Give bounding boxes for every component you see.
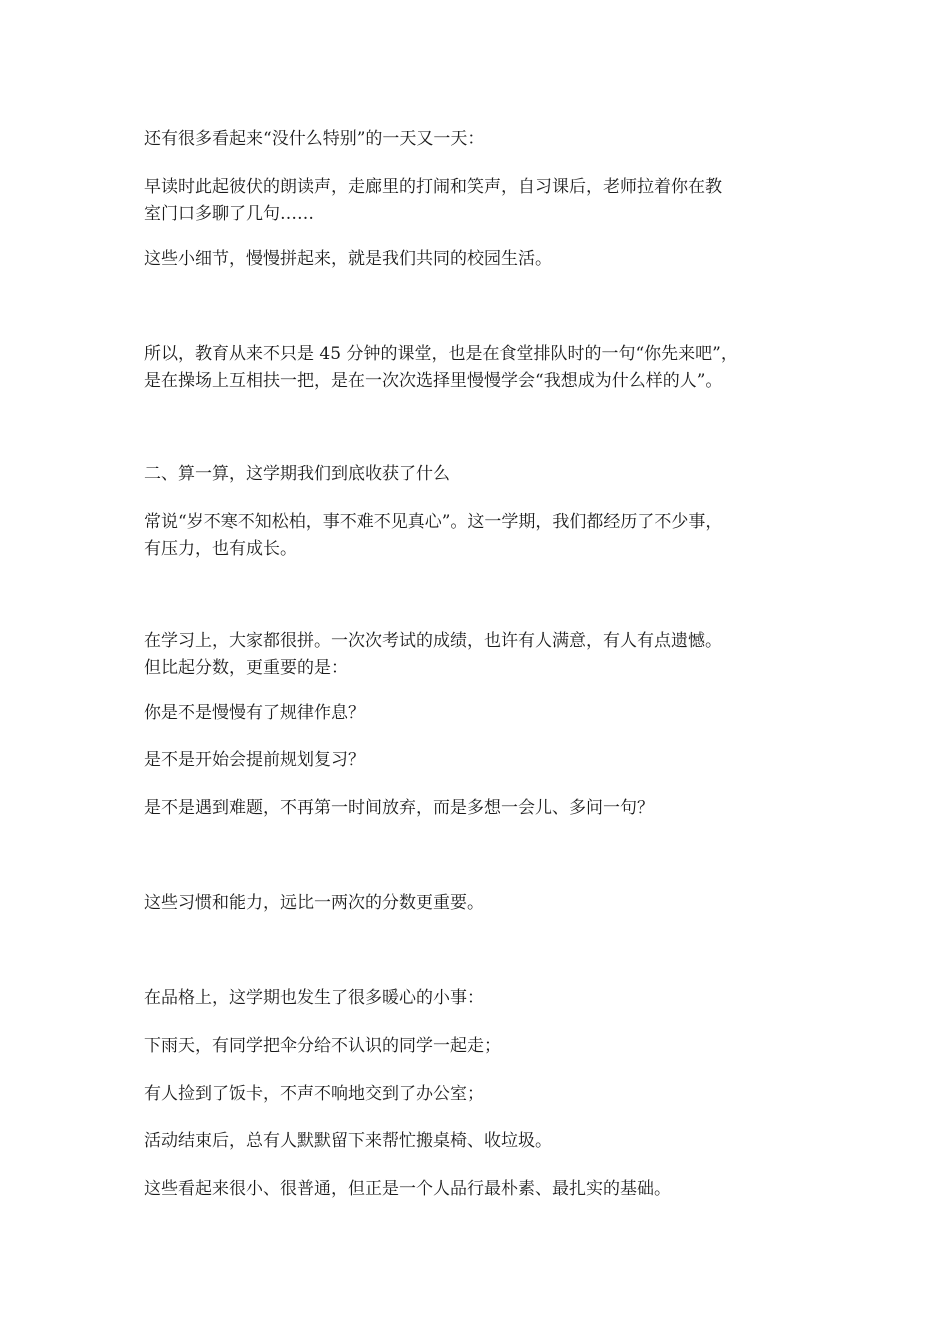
paragraph-small-details: 这些小细节，慢慢拼起来，就是我们共同的校园生活。 (144, 249, 552, 269)
paragraph-character: 在品格上，这学期也发生了很多暖心的小事： (144, 988, 484, 1008)
paragraph-morning-reading: 早读时此起彼伏的朗读声，走廊里的打闹和笑声，自习课后，老师拉着你在教 室门口多聊了几句…… (144, 177, 722, 224)
paragraph-saying: 常说“岁不寒不知松柏，事不难不见真心”。这一学期，我们都经历了不少事， 有压力，也有成长。 (144, 512, 723, 559)
paragraph-education-meaning: 所以，教育从来不只是 45 分钟的课堂，也是在食堂排队时的一句“你先来吧”， 是在操场上互相扶一把，是在一次次选择里慢慢学会“我想成为什么样的人”。 (144, 344, 738, 391)
paragraph-habits: 这些习惯和能力，远比一两次的分数更重要。 (144, 893, 484, 913)
paragraph-question-planning: 是不是开始会提前规划复习？ (144, 750, 365, 770)
paragraph-meal-card: 有人捡到了饭卡，不声不响地交到了办公室； (144, 1084, 484, 1104)
paragraph-question-persistence: 是不是遇到难题，不再第一时间放弃，而是多想一会儿、多问一句？ (144, 798, 654, 818)
paragraph-foundation: 这些看起来很小、很普通，但正是一个人品行最朴素、最扎实的基础。 (144, 1179, 671, 1199)
paragraph-study: 在学习上，大家都很拼。一次次考试的成绩，也许有人满意，有人有点遗憾。 但比起分数，更重要的是： (144, 631, 722, 678)
paragraph-umbrella: 下雨天，有同学把伞分给不认识的同学一起走； (144, 1036, 501, 1056)
paragraph-question-routine: 你是不是慢慢有了规律作息？ (144, 703, 365, 723)
paragraph-ordinary-days: 还有很多看起来“没什么特别”的一天又一天： (144, 129, 485, 149)
section-heading-gains: 二、算一算，这学期我们到底收获了什么 (144, 464, 450, 484)
paragraph-cleanup: 活动结束后，总有人默默留下来帮忙搬桌椅、收垃圾。 (144, 1131, 552, 1151)
